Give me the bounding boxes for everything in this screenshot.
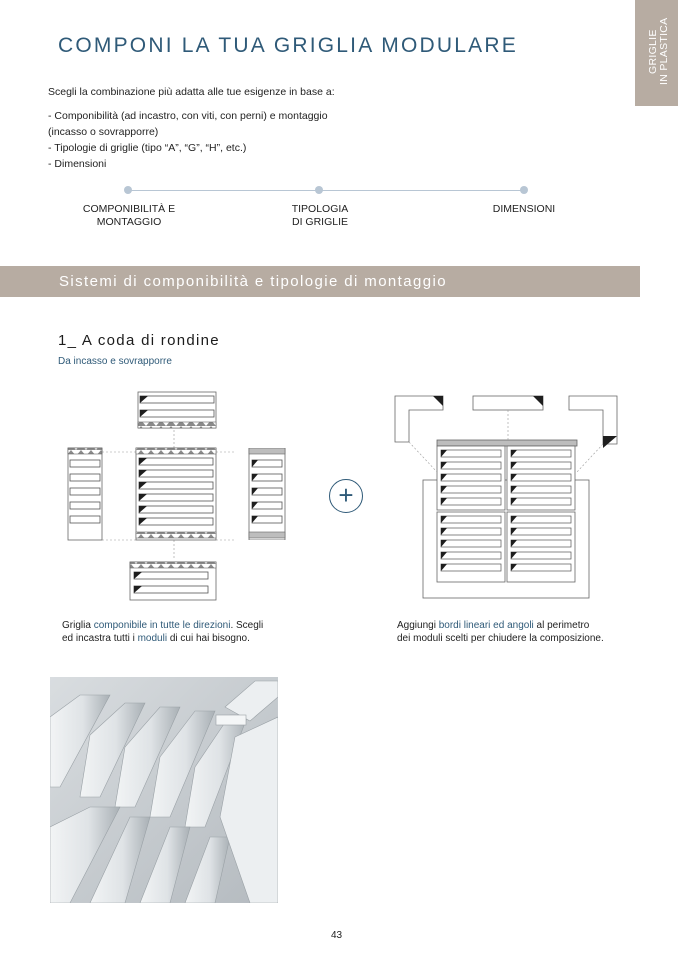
timeline-step-tipologia: TIPOLOGIA DI GRIGLIE: [291, 203, 349, 228]
section-banner: [0, 266, 640, 297]
timeline-dot: [315, 186, 323, 194]
left-caption: Griglia componibile in tutte le direzioni. Scegli ed incastra tutti i moduli di cui hai bisogno.: [62, 620, 264, 644]
modular-grid-diagram: [66, 390, 236, 606]
side-tab-line2: IN PLASTICA: [658, 17, 670, 85]
section-banner-text: Sistemi di componibilità e tipologie di montaggio: [59, 273, 447, 290]
border-corners-diagram: [393, 392, 629, 602]
criteria-item: - Tipologie di griglie (tipo “A”, “G”, “H”, etc.): [48, 142, 247, 154]
intro-text: Scegli la combinazione più adatta alle tue esigenze in base a:: [48, 86, 335, 98]
timeline-dot: [520, 186, 528, 194]
timeline-step-dimensioni: DIMENSIONI: [492, 203, 556, 215]
criteria-list: [48, 108, 328, 172]
timeline-step-componibilita: COMPONIBILITÀ E MONTAGGIO: [82, 203, 176, 228]
page-number: 43: [331, 930, 343, 941]
timeline-line: [128, 190, 524, 191]
side-tab: [635, 0, 678, 106]
right-caption: Aggiungi bordi lineari ed angoli al perimetro dei moduli scelti per chiudere la composizione.: [397, 620, 604, 644]
criteria-item: - Componibilità (ad incastro, con viti, con perni) e montaggio: [48, 110, 328, 122]
side-tab-line1: GRIGLIE: [647, 29, 659, 74]
timeline-dot: [124, 186, 132, 194]
criteria-item: - Dimensioni: [48, 158, 107, 170]
plus-icon: +: [329, 479, 363, 513]
page-title: COMPONI LA TUA GRIGLIA MODULARE: [58, 34, 518, 57]
side-module-diagram: [248, 448, 288, 540]
section-heading: 1_ A coda di rondine: [58, 332, 220, 349]
criteria-item: (incasso o sovrapporre): [48, 126, 159, 138]
grille-photo: [50, 677, 278, 903]
section-subheading: Da incasso e sovrapporre: [58, 356, 172, 367]
